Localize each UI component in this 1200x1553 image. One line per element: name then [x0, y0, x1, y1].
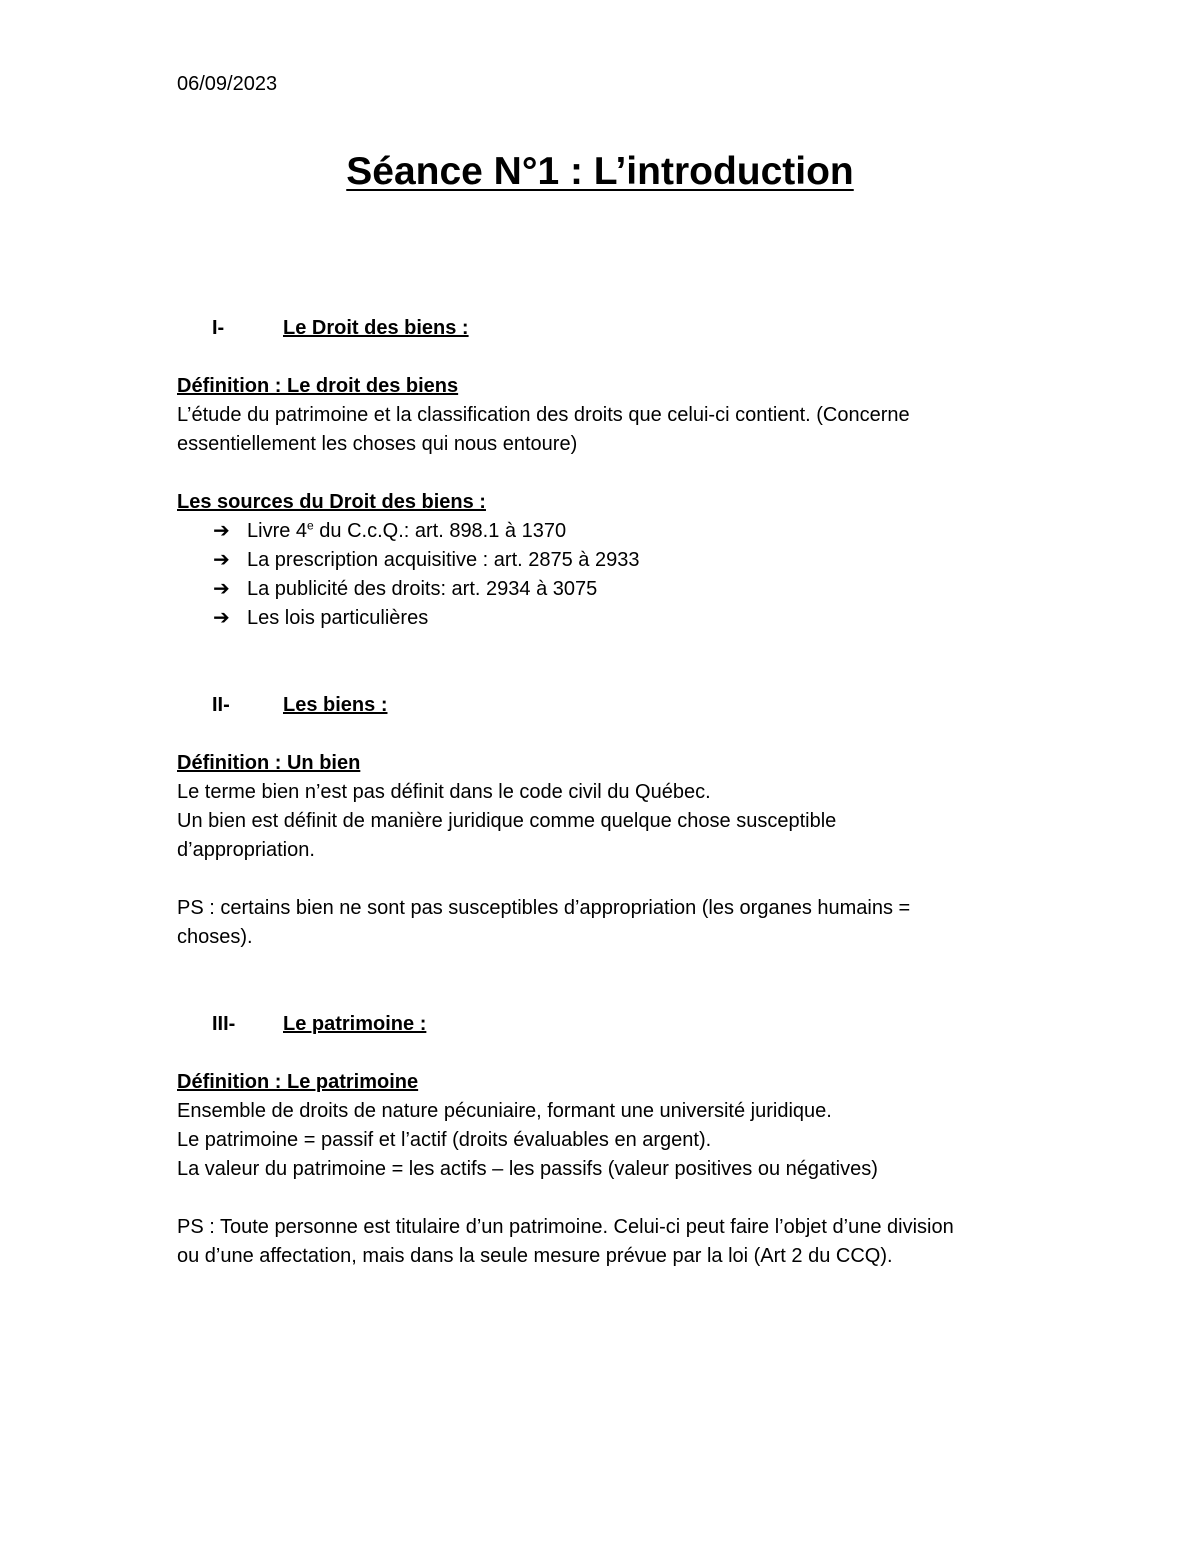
definition-title: Définition : Un bien	[177, 752, 361, 774]
section-number: II-	[212, 694, 230, 716]
sources-title: Les sources du Droit des biens :	[177, 491, 486, 513]
list-item-text: Les lois particulières	[247, 607, 429, 629]
definition-text: Un bien est définit de manière juridique comme quelque chose susceptible	[177, 810, 837, 832]
sources-list	[177, 517, 1047, 633]
arrow-right-icon: ➔	[213, 520, 230, 542]
list-item	[213, 604, 1047, 633]
definition-text: La valeur du patrimoine = les actifs – les passifs (valeur positives ou négatives)	[177, 1158, 878, 1180]
section-heading-droit-des-biens	[177, 314, 1047, 343]
list-item	[213, 575, 1047, 604]
section-title: Les biens :	[283, 694, 388, 716]
definition-text: L’étude du patrimoine et la classification des droits que celui-ci contient. (Concerne	[177, 404, 910, 426]
definition-text: Ensemble de droits de nature pécuniaire, formant une université juridique.	[177, 1100, 832, 1122]
section-title: Le Droit des biens :	[283, 317, 469, 339]
document-date: 06/09/2023	[177, 73, 278, 95]
list-item-text: La publicité des droits: art. 2934 à 3075	[247, 578, 598, 600]
page-title: Séance N°1 : L’introduction	[346, 150, 854, 193]
definition-text: Le patrimoine = passif et l’actif (droits évaluables en argent).	[177, 1129, 712, 1151]
list-item-text: Livre 4	[247, 520, 308, 542]
arrow-right-icon: ➔	[213, 549, 230, 571]
ps-note: PS : Toute personne est titulaire d’un patrimoine. Celui-ci peut faire l’objet d’une division	[177, 1216, 954, 1238]
ps-note: PS : certains bien ne sont pas susceptibles d’appropriation (les organes humains =	[177, 897, 911, 919]
superscript: e	[307, 518, 314, 533]
section-number: III-	[212, 1013, 236, 1035]
definition-text: essentiellement les choses qui nous entoure)	[177, 433, 578, 455]
list-item-text: du C.c.Q.: art. 898.1 à 1370	[313, 520, 567, 542]
section-title: Le patrimoine :	[283, 1013, 427, 1035]
ps-note: choses).	[177, 926, 253, 948]
arrow-right-icon: ➔	[213, 578, 230, 600]
definition-text: Le terme bien n’est pas définit dans le code civil du Québec.	[177, 781, 711, 803]
arrow-right-icon: ➔	[213, 607, 230, 629]
ps-note: ou d’une affectation, mais dans la seule mesure prévue par la loi (Art 2 du CCQ).	[177, 1245, 893, 1267]
definition-title: Définition : Le droit des biens	[177, 375, 459, 397]
definition-title: Définition : Le patrimoine	[177, 1071, 419, 1093]
list-item	[213, 546, 1047, 575]
section-heading-les-biens	[177, 691, 1047, 720]
list-item-text: La prescription acquisitive : art. 2875 à 2933	[247, 549, 640, 571]
document-body	[177, 314, 1047, 1271]
list-item	[213, 517, 1047, 546]
definition-text: d’appropriation.	[177, 839, 315, 861]
section-heading-patrimoine	[177, 1010, 1047, 1039]
section-number: I-	[212, 317, 225, 339]
